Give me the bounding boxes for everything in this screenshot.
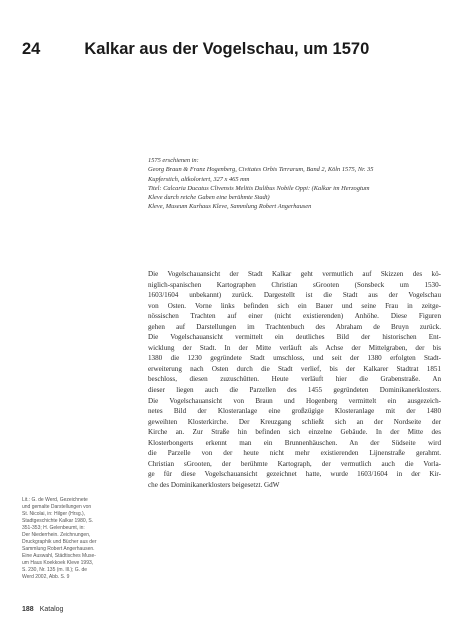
note-line: St. Nicolai, in: Hilger (Hrsg.), xyxy=(22,511,86,517)
page-footer xyxy=(22,606,63,613)
text-line: Kirche an. Zur Straße hin befinden sich einzelne Gebäude. In der Mitte des xyxy=(148,428,441,437)
text-line: niglich-spanischen Kartographen Christian sGrooten (Sonsbeck um 1530- xyxy=(148,280,441,289)
note-line: Werd 2002, Abb. S. 9 xyxy=(22,574,70,580)
page-title: Kalkar aus der Vogelschau, um 1570 xyxy=(84,40,370,58)
text-line: netes Bild der Klosteranlage eine großzügige Klosteranlage mit der 1480 xyxy=(148,407,441,416)
note-line: Der Niederrhein. Zeichnungen, xyxy=(22,532,91,538)
text-line: die Parzelle von der heute nicht mehr existierenden Lijnenstraße gerahmt. xyxy=(148,449,441,458)
meta-line: 1575 erschienen in: xyxy=(148,157,199,164)
meta-line: Titel: Calcaria Ducatus Clivensis Melitis Dulibus Nobile Oppi: (Kalkar im Herzogtum xyxy=(148,184,370,192)
page-number: 188 xyxy=(22,606,34,613)
text-line: nössischen Trachten auf einer (nicht existierenden) Anhöhe. Diese Figuren xyxy=(148,312,441,321)
note-line: Eine Auswahl, Städtisches Muse- xyxy=(22,553,96,559)
catalog-number: 24 xyxy=(22,40,41,58)
text-line: ge für diese Vogelschauansicht gezeichnet hatte, wurde 1603/1604 in der Kir- xyxy=(148,470,441,479)
note-line: und gemalte Darstellungen von xyxy=(22,504,92,510)
meta-line: Kleve, Museum Kurhaus Kleve, Sammlung Robert Angerhausen xyxy=(148,203,312,211)
text-line: von Osten. Vorne links befinden sich ein Bauer und seine Frau in zeitge- xyxy=(148,301,441,310)
note-line: Druckgraphik und Bücher aus der xyxy=(22,539,97,545)
text-line: beschloss, diesen zuzuschütten. Heute verläuft hier die Grabenstraße. An xyxy=(148,375,441,384)
note-line: S. 230, Nr. 135 (m. Ill.); G. de xyxy=(22,567,88,573)
meta-line: Georg Braun & Franz Hogenberg, Civitates Orbis Terrarum, Band 2, Köln 1575, Nr. 35 xyxy=(148,166,374,174)
literature-notes xyxy=(22,497,132,581)
description-text xyxy=(148,269,441,490)
text-line: Die Vogelschauansicht der Stadt Kalkar geht vermutlich auf Skizzen des kö- xyxy=(148,270,441,278)
text-line: wicklung der Stadt. In der Mitte verläuft als Achse der Mittelgraben, der bis xyxy=(148,343,441,352)
text-line: 1380 die 1230 gegründete Stadt umschloss, und seit der 1380 erfolgten Stadt- xyxy=(148,354,441,363)
text-line: Die Vogelschauansicht von Braun und Hogenberg vermittelt ein ausgezeich- xyxy=(148,396,441,405)
page-heading xyxy=(22,40,369,59)
text-line: Christian sGrooten, der berühmte Kartograph, der vermutlich auch die Vorla- xyxy=(148,459,441,468)
note-line: um Haus Koekkoek Kleve 1993, xyxy=(22,560,94,566)
text-line: gehen auf Darstellungen im Trachtenbuch des Abraham de Bruyn zurück. xyxy=(148,322,441,331)
text-line: 1603/1604 unbekannt) zurück. Dargestellt ist die Stadt aus der Vogelschau xyxy=(148,291,441,300)
text-line: Die Vogelschauansicht vermittelt ein deutliches Bild der historischen Ent- xyxy=(148,333,441,342)
meta-line: Kupferstich, altkoloriert, 327 x 465 mm xyxy=(148,175,250,183)
meta-line: Kleve durch reiche Gaben eine berühmte Stadt) xyxy=(148,194,270,202)
note-line: Sammlung Robert Angerhausen. xyxy=(22,546,95,552)
note-line: 351-353; H. Gelenbeumt, in: xyxy=(22,525,85,531)
text-line: erweiterung nach Osten durch die Stadt verlief, bis der Kalkarer Stadtrat 1851 xyxy=(148,364,441,373)
catalog-metadata xyxy=(148,156,448,212)
text-line: Klosterbongerts erkennt man ein Brunnenhäuschen. An der Südseite wird xyxy=(148,438,441,447)
note-line: Lit.: G. de Werd, Gezeichnete xyxy=(22,497,88,503)
note-line: Stadtgeschichte Kalkar 1980, S. xyxy=(22,518,94,524)
section-label: Katalog xyxy=(39,606,64,613)
text-line: che des Dominikanerklosters beigesetzt. GdW xyxy=(148,480,280,489)
text-line: dieser liegen auch die Parzellen des 1455 gegründeten Dominikanerklosters. xyxy=(148,386,441,395)
text-line: geweihten Klosterkirche. Der Kreuzgang schließt sich an der Nordseite der xyxy=(148,417,441,426)
